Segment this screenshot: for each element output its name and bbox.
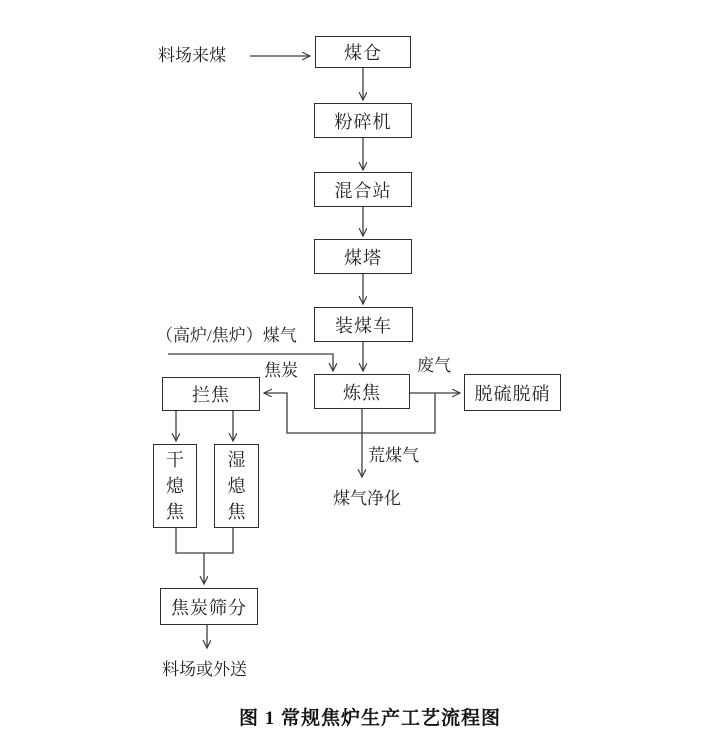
node-crusher: 粉碎机 <box>314 103 412 138</box>
node-wet-quenching-label: 湿熄焦 <box>227 450 246 522</box>
node-dry-quenching-label: 干熄焦 <box>166 450 184 522</box>
node-coking: 炼焦 <box>314 374 410 409</box>
label-gas-input: （高炉/焦炉）煤气 <box>156 326 297 345</box>
node-coke-guide: 拦焦 <box>162 377 260 411</box>
node-coal-bunker: 煤仓 <box>315 36 411 68</box>
node-desulfurization-denitration: 脱硫脱硝 <box>464 374 561 411</box>
edge-quench-merge <box>176 528 233 553</box>
node-wet-quenching <box>214 444 259 528</box>
edge-gasinput-to-coking <box>168 354 333 371</box>
label-coke: 焦炭 <box>264 361 298 380</box>
node-dry-quenching <box>153 444 197 528</box>
node-mixing-station: 混合站 <box>314 172 412 207</box>
label-gas-purification: 煤气净化 <box>333 489 401 508</box>
label-raw-gas: 荒煤气 <box>368 446 419 465</box>
node-charging-car: 装煤车 <box>314 307 413 342</box>
figure-caption: 图 1 常规焦炉生产工艺流程图 <box>238 708 501 729</box>
label-waste-gas: 废气 <box>417 356 451 375</box>
node-coke-screening: 焦炭筛分 <box>160 588 258 625</box>
node-coal-tower: 煤塔 <box>314 239 412 274</box>
label-yard-or-outbound: 料场或外送 <box>162 660 247 679</box>
label-incoming-coal: 料场来煤 <box>158 46 226 65</box>
